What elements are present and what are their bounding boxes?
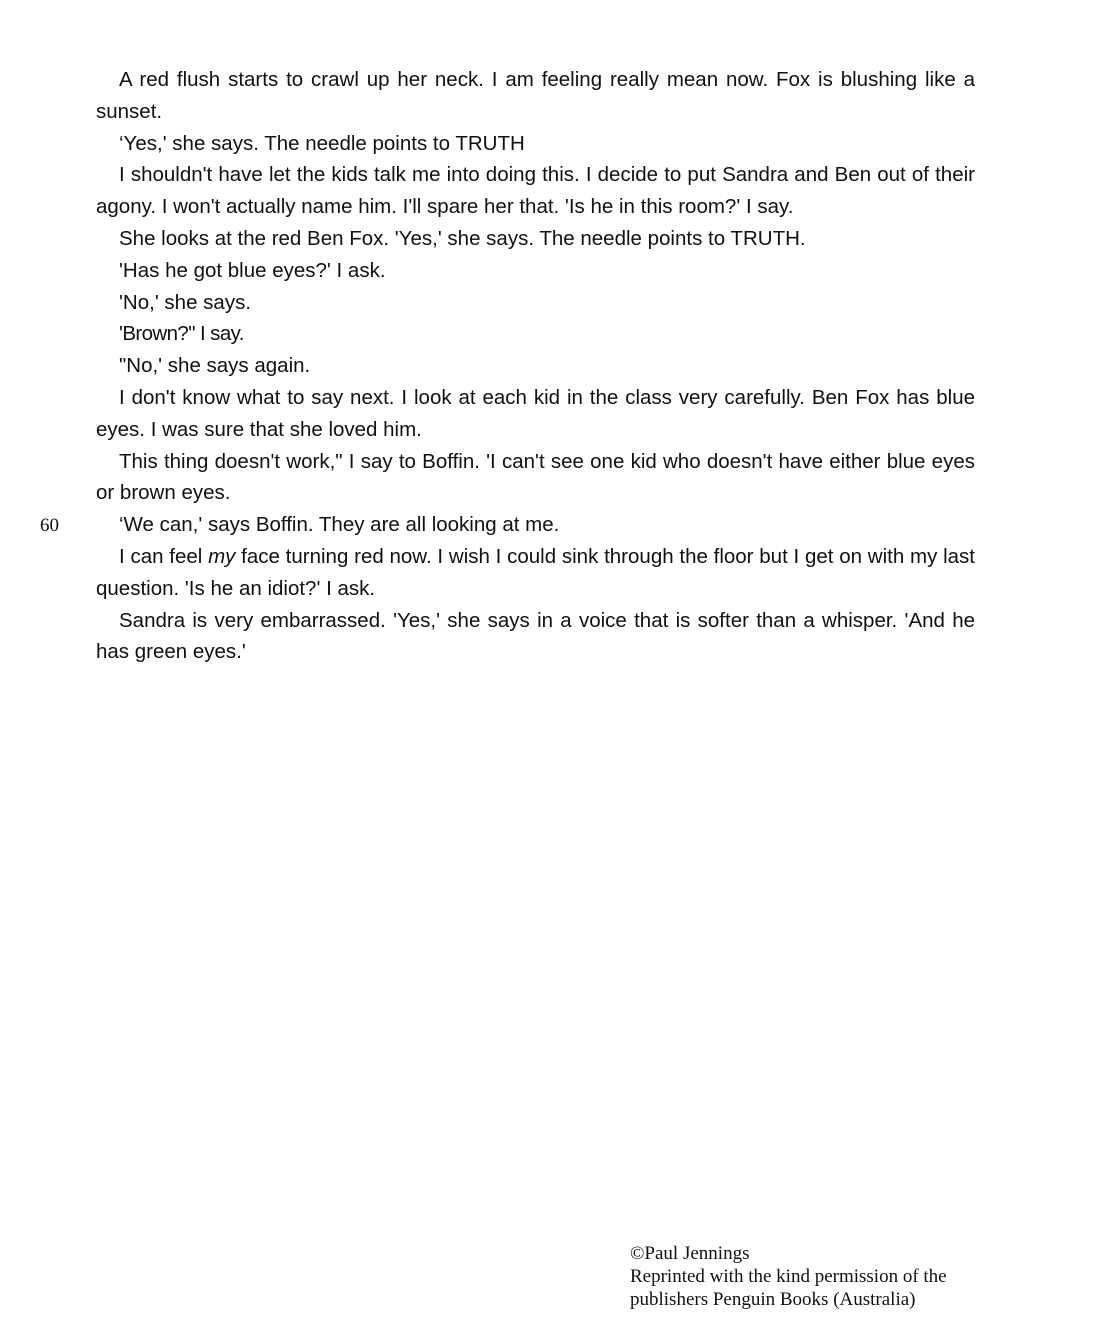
paragraph-5: 'Has he got blue eyes?' I ask. [119, 258, 386, 282]
paragraph-1: A red flush starts to crawl up her neck. I am feeling really mean now. Fox is blushing like a sunset. [96, 68, 975, 123]
permission-line-2: publishers Penguin Books (Australia) [630, 1289, 916, 1310]
paragraph-8: "No,' she says again. [119, 354, 311, 378]
paragraph-10: This thing doesn't work," I say to Boffin. 'I can't see one kid who doesn't have either blue eyes or brown eyes. [96, 449, 975, 505]
paragraph-12-start: I can feel [119, 544, 209, 568]
paragraph-2: ‘Yes,' she says. The needle points to TRUTH [119, 131, 525, 155]
paragraph-3: I shouldn't have let the kids talk me into doing this. I decide to put Sandra and Ben out of their agony. I won't actually name him. I'll spare her that. 'Is he in this room?' I say. [96, 163, 975, 219]
copyright-credit [630, 1242, 1100, 1311]
story-text [96, 64, 975, 668]
paragraph-13: Sandra is very embarrassed. 'Yes,' she says in a voice that is softer than a whisper. 'And he has green eyes.' [96, 608, 975, 664]
permission-line-1: Reprinted with the kind permission of the [630, 1266, 947, 1287]
line-number: 60 [40, 515, 59, 536]
paragraph-4: She looks at the red Ben Fox. 'Yes,' she says. The needle points to TRUTH. [119, 226, 806, 250]
paragraph-12-end: face turning red now. I wish I could sink through the floor but I get on with my last question. 'Is he an idiot?' I ask. [96, 544, 975, 600]
paragraph-9: I don't know what to say next. I look at each kid in the class very carefully. Ben Fox has blue eyes. I was sure that she loved him. [96, 385, 975, 441]
paragraph-11: ‘We can,' says Boffin. They are all looking at me. [119, 513, 560, 537]
paragraph-7: 'Brown?" I say. [119, 322, 244, 346]
paragraph-6: 'No,' she says. [119, 290, 252, 314]
paragraph-12 [96, 541, 975, 605]
copyright-line: ©Paul Jennings [630, 1243, 750, 1264]
emphasis-my: my [208, 544, 236, 568]
